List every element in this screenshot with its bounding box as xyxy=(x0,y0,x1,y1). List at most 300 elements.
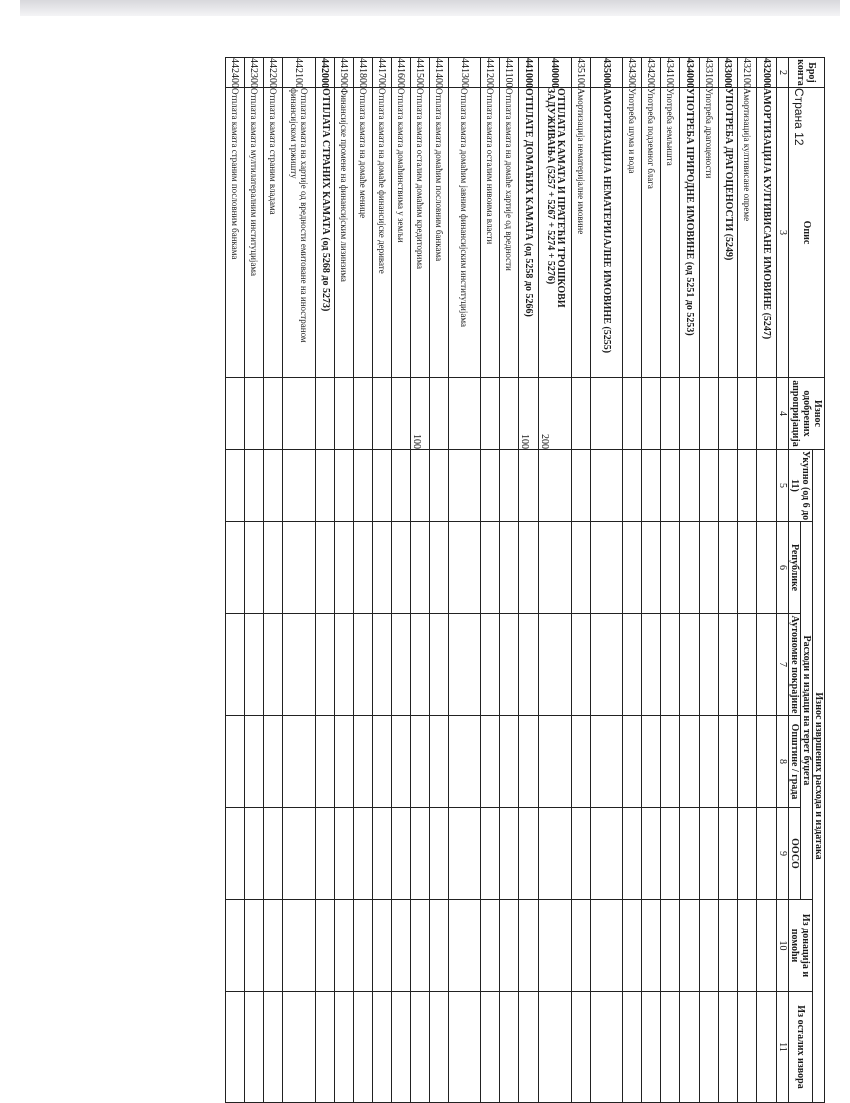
table-row xyxy=(481,58,500,1103)
approved-amount xyxy=(738,378,757,450)
amount-cell xyxy=(373,450,392,522)
amount-cell xyxy=(316,614,335,716)
column-number: 8 xyxy=(777,716,789,808)
amount-cell xyxy=(539,992,572,1103)
approved-amount xyxy=(226,378,245,450)
amount-cell xyxy=(591,992,623,1103)
column-number: 7 xyxy=(777,614,789,716)
amount-cell xyxy=(411,450,430,522)
account-description: Отплата камата домаћинствима у земљи xyxy=(392,88,411,378)
amount-cell xyxy=(335,614,354,716)
amount-cell xyxy=(757,450,777,522)
table-row xyxy=(623,58,642,1103)
amount-cell xyxy=(226,808,245,900)
amount-cell xyxy=(430,450,449,522)
amount-cell xyxy=(226,450,245,522)
table-row xyxy=(539,58,572,1103)
amount-cell xyxy=(283,716,316,808)
table-row xyxy=(430,58,449,1103)
amount-cell xyxy=(283,992,316,1103)
amount-cell xyxy=(245,522,264,614)
approved-amount xyxy=(245,378,264,450)
approved-amount xyxy=(623,378,642,450)
amount-cell xyxy=(392,614,411,716)
amount-cell xyxy=(354,992,373,1103)
account-code: 434200 xyxy=(642,58,661,88)
amount-cell xyxy=(700,900,719,992)
amount-cell xyxy=(500,614,519,716)
account-code: 441100 xyxy=(500,58,519,88)
account-code: 432000 xyxy=(757,58,777,88)
amount-cell xyxy=(411,614,430,716)
account-description: ОТПЛАТА СТРАНИХ КАМАТА (од 5268 до 5273) xyxy=(316,88,335,378)
column-number: 10 xyxy=(777,900,789,992)
amount-cell xyxy=(642,808,661,900)
table-row xyxy=(591,58,623,1103)
amount-cell xyxy=(335,522,354,614)
column-number: 6 xyxy=(777,522,789,614)
account-code: 442200 xyxy=(264,58,283,88)
amount-cell xyxy=(411,900,430,992)
account-code: 434300 xyxy=(623,58,642,88)
account-description: Отплата камата домаћим јавним финансијским институцијама xyxy=(449,88,481,378)
table-row xyxy=(757,58,777,1103)
approved-amount xyxy=(719,378,738,450)
amount-cell xyxy=(226,900,245,992)
amount-cell xyxy=(642,992,661,1103)
approved-amount xyxy=(757,378,777,450)
amount-cell xyxy=(661,614,680,716)
amount-cell xyxy=(500,522,519,614)
amount-cell xyxy=(591,450,623,522)
amount-cell xyxy=(700,522,719,614)
header-donations: Из донација и помоћи xyxy=(789,900,813,992)
amount-cell xyxy=(411,522,430,614)
amount-cell xyxy=(335,992,354,1103)
amount-cell xyxy=(481,992,500,1103)
amount-cell xyxy=(572,450,591,522)
amount-cell xyxy=(354,450,373,522)
amount-cell xyxy=(519,614,539,716)
table-row xyxy=(392,58,411,1103)
amount-cell xyxy=(680,614,700,716)
table-row xyxy=(449,58,481,1103)
account-code: 441400 xyxy=(430,58,449,88)
amount-cell xyxy=(661,716,680,808)
amount-cell xyxy=(719,522,738,614)
amount-cell xyxy=(373,808,392,900)
account-code: 434000 xyxy=(680,58,700,88)
amount-cell xyxy=(757,716,777,808)
account-code: 441000 xyxy=(519,58,539,88)
account-description: Финансијске промене на финансијским лизинзима xyxy=(335,88,354,378)
amount-cell xyxy=(245,716,264,808)
approved-amount xyxy=(264,378,283,450)
account-code: 435100 xyxy=(572,58,591,88)
column-number: 9 xyxy=(777,808,789,900)
account-description: Употреба земљишта xyxy=(661,88,680,378)
amount-cell xyxy=(392,808,411,900)
amount-cell xyxy=(757,614,777,716)
amount-cell xyxy=(623,900,642,992)
account-description: Отплата камата на хартије од вредности емитоване на иностраном финансијском тржишту xyxy=(283,88,316,378)
amount-cell xyxy=(449,992,481,1103)
approved-amount xyxy=(572,378,591,450)
amount-cell xyxy=(335,716,354,808)
account-code: 432100 xyxy=(738,58,757,88)
amount-cell xyxy=(700,992,719,1103)
amount-cell xyxy=(738,808,757,900)
amount-cell xyxy=(335,450,354,522)
amount-cell xyxy=(572,900,591,992)
amount-cell xyxy=(519,900,539,992)
table-row xyxy=(335,58,354,1103)
amount-cell xyxy=(500,716,519,808)
approved-amount xyxy=(373,378,392,450)
amount-cell xyxy=(623,808,642,900)
amount-cell xyxy=(481,900,500,992)
account-description: Отплата камата страним пословним банкама xyxy=(226,88,245,378)
amount-cell xyxy=(264,450,283,522)
amount-cell xyxy=(354,900,373,992)
amount-cell xyxy=(642,522,661,614)
amount-cell xyxy=(539,522,572,614)
amount-cell xyxy=(539,450,572,522)
amount-cell xyxy=(719,450,738,522)
amount-cell xyxy=(680,522,700,614)
approved-amount xyxy=(449,378,481,450)
header-account-no: Број конта xyxy=(789,58,825,88)
account-code: 441200 xyxy=(481,58,500,88)
table-row xyxy=(738,58,757,1103)
column-number: 5 xyxy=(777,450,789,522)
amount-cell xyxy=(411,808,430,900)
amount-cell xyxy=(642,450,661,522)
approved-amount xyxy=(481,378,500,450)
approved-amount: 200 xyxy=(539,378,572,450)
table-row xyxy=(572,58,591,1103)
amount-cell xyxy=(481,614,500,716)
table-row xyxy=(700,58,719,1103)
amount-cell xyxy=(519,450,539,522)
amount-cell xyxy=(623,450,642,522)
amount-cell xyxy=(392,716,411,808)
account-code: 442300 xyxy=(245,58,264,88)
amount-cell xyxy=(283,808,316,900)
table-row xyxy=(264,58,283,1103)
amount-cell xyxy=(757,522,777,614)
amount-cell xyxy=(245,450,264,522)
amount-cell xyxy=(680,900,700,992)
amount-cell xyxy=(316,522,335,614)
column-number: 2 xyxy=(777,58,789,88)
amount-cell xyxy=(591,716,623,808)
amount-cell xyxy=(316,716,335,808)
table-row xyxy=(500,58,519,1103)
account-code: 435000 xyxy=(591,58,623,88)
amount-cell xyxy=(661,992,680,1103)
amount-cell xyxy=(264,900,283,992)
amount-cell xyxy=(411,716,430,808)
amount-cell xyxy=(700,450,719,522)
amount-cell xyxy=(449,808,481,900)
amount-cell xyxy=(316,450,335,522)
amount-cell xyxy=(572,808,591,900)
amount-cell xyxy=(719,900,738,992)
approved-amount xyxy=(642,378,661,450)
amount-cell xyxy=(572,614,591,716)
account-code: 433000 xyxy=(719,58,738,88)
amount-cell xyxy=(700,716,719,808)
amount-cell xyxy=(591,522,623,614)
approved-amount xyxy=(430,378,449,450)
scan-shadow xyxy=(20,0,840,16)
account-description: УПОТРЕБА ПРИРОДНЕ ИМОВИНЕ (од 5251 до 5253) xyxy=(680,88,700,378)
table-row xyxy=(373,58,392,1103)
amount-cell xyxy=(591,808,623,900)
amount-cell xyxy=(449,450,481,522)
amount-cell xyxy=(392,992,411,1103)
approved-amount xyxy=(392,378,411,450)
amount-cell xyxy=(757,808,777,900)
approved-amount xyxy=(335,378,354,450)
account-code: 442100 xyxy=(283,58,316,88)
approved-amount xyxy=(700,378,719,450)
amount-cell xyxy=(335,808,354,900)
amount-cell xyxy=(354,614,373,716)
amount-cell xyxy=(354,522,373,614)
amount-cell xyxy=(591,614,623,716)
account-description: ОТПЛАТЕ ДОМАЋИХ КАМАТА (од 5258 до 5266) xyxy=(519,88,539,378)
amount-cell xyxy=(719,614,738,716)
amount-cell xyxy=(481,450,500,522)
amount-cell xyxy=(642,900,661,992)
amount-cell xyxy=(373,614,392,716)
amount-cell xyxy=(500,808,519,900)
amount-cell xyxy=(719,992,738,1103)
amount-cell xyxy=(500,450,519,522)
table-row xyxy=(354,58,373,1103)
account-code: 440000 xyxy=(539,58,572,88)
amount-cell xyxy=(283,614,316,716)
account-description: Употреба подземног блага xyxy=(642,88,661,378)
amount-cell xyxy=(430,716,449,808)
account-description: УПОТРЕБА ДРАГОЦЕНОСТИ (5249) xyxy=(719,88,738,378)
amount-cell xyxy=(719,808,738,900)
amount-cell xyxy=(449,716,481,808)
account-code: 441500 xyxy=(411,58,430,88)
account-description: АМОРТИЗАЦИЈА НЕМАТЕРИЈАЛНЕ ИМОВИНЕ (5255) xyxy=(591,88,623,378)
amount-cell xyxy=(245,992,264,1103)
amount-cell xyxy=(245,900,264,992)
header-province: Аутономне покрајине xyxy=(789,614,801,716)
amount-cell xyxy=(680,992,700,1103)
table-row xyxy=(661,58,680,1103)
column-number: 4 xyxy=(777,378,789,450)
header-municipality: Општине / града xyxy=(789,716,801,808)
amount-cell xyxy=(623,614,642,716)
amount-cell xyxy=(449,522,481,614)
table-row xyxy=(245,58,264,1103)
table-row xyxy=(316,58,335,1103)
account-code: 441800 xyxy=(354,58,373,88)
amount-cell xyxy=(719,716,738,808)
table-row xyxy=(519,58,539,1103)
approved-amount xyxy=(500,378,519,450)
account-description: Отплата камата мултилатералним институцијама xyxy=(245,88,264,378)
account-description: Отплата камата на домаће финансијске деривате xyxy=(373,88,392,378)
amount-cell xyxy=(481,716,500,808)
table-row xyxy=(411,58,430,1103)
header-approved: Износ одобрених апропријација xyxy=(789,378,825,450)
amount-cell xyxy=(245,808,264,900)
account-description: ОТПЛАТА КАМАТА И ПРАТЕЋИ ТРОШКОВИ ЗАДУЖИВАЊА (5257 + 5267 + 5274 + 5276) xyxy=(539,88,572,378)
account-description: Отплата камата страним владама xyxy=(264,88,283,378)
amount-cell xyxy=(642,614,661,716)
account-description: Амортизација култивисане опреме xyxy=(738,88,757,378)
amount-cell xyxy=(316,992,335,1103)
amount-cell xyxy=(430,808,449,900)
amount-cell xyxy=(661,900,680,992)
amount-cell xyxy=(700,614,719,716)
amount-cell xyxy=(373,716,392,808)
header-other-sources: Из осталих извора xyxy=(789,992,813,1103)
amount-cell xyxy=(283,450,316,522)
amount-cell xyxy=(264,614,283,716)
account-code: 441900 xyxy=(335,58,354,88)
amount-cell xyxy=(245,614,264,716)
header-total: Укупно (од 6 до 11) xyxy=(789,450,812,521)
account-code: 441600 xyxy=(392,58,411,88)
amount-cell xyxy=(519,992,539,1103)
approved-amount xyxy=(661,378,680,450)
table-row xyxy=(719,58,738,1103)
approved-amount: 100 xyxy=(519,378,539,450)
table-row xyxy=(680,58,700,1103)
account-description: Отплата камата на домаће хартије од вредности xyxy=(500,88,519,378)
amount-cell xyxy=(700,808,719,900)
header-republic: Републике xyxy=(789,522,801,614)
table-row xyxy=(642,58,661,1103)
amount-cell xyxy=(539,614,572,716)
amount-cell xyxy=(392,900,411,992)
amount-cell xyxy=(591,900,623,992)
amount-cell xyxy=(757,992,777,1103)
approved-amount xyxy=(283,378,316,450)
amount-cell xyxy=(623,716,642,808)
amount-cell xyxy=(757,900,777,992)
approved-amount xyxy=(316,378,335,450)
amount-cell xyxy=(572,522,591,614)
amount-cell xyxy=(373,992,392,1103)
amount-cell xyxy=(738,716,757,808)
approved-amount xyxy=(354,378,373,450)
amount-cell xyxy=(680,808,700,900)
financial-table xyxy=(225,57,825,1103)
amount-cell xyxy=(449,614,481,716)
account-code: 442400 xyxy=(226,58,245,88)
amount-cell xyxy=(283,900,316,992)
account-description: Отплата камата осталим домаћим кредиторима xyxy=(411,88,430,378)
amount-cell xyxy=(519,522,539,614)
amount-cell xyxy=(642,716,661,808)
amount-cell xyxy=(430,614,449,716)
amount-cell xyxy=(226,716,245,808)
amount-cell xyxy=(738,450,757,522)
amount-cell xyxy=(392,450,411,522)
amount-cell xyxy=(226,614,245,716)
amount-cell xyxy=(680,450,700,522)
amount-cell xyxy=(392,522,411,614)
amount-cell xyxy=(481,522,500,614)
amount-cell xyxy=(316,808,335,900)
table-row xyxy=(283,58,316,1103)
amount-cell xyxy=(449,900,481,992)
account-description: Употреба драгоцености xyxy=(700,88,719,378)
column-number: 3 xyxy=(777,88,789,378)
account-code: 433100 xyxy=(700,58,719,88)
amount-cell xyxy=(264,992,283,1103)
amount-cell xyxy=(226,522,245,614)
amount-cell xyxy=(430,522,449,614)
amount-cell xyxy=(623,992,642,1103)
amount-cell xyxy=(481,808,500,900)
header-executed-group: Износ извршених расхода и издатака xyxy=(813,450,825,1103)
amount-cell xyxy=(264,808,283,900)
amount-cell xyxy=(519,808,539,900)
column-number: 11 xyxy=(777,992,789,1103)
table-body xyxy=(226,58,777,1103)
amount-cell xyxy=(411,992,430,1103)
amount-cell xyxy=(519,716,539,808)
header-description: Опис xyxy=(789,88,825,378)
rotated-table-wrapper xyxy=(225,57,825,1103)
amount-cell xyxy=(572,716,591,808)
amount-cell xyxy=(316,900,335,992)
account-code: 442000 xyxy=(316,58,335,88)
amount-cell xyxy=(738,522,757,614)
amount-cell xyxy=(680,716,700,808)
account-description: Отплата камата домаћим пословним банкама xyxy=(430,88,449,378)
amount-cell xyxy=(264,522,283,614)
header-budget-group: Расходи и издаци на терет буџета xyxy=(801,522,813,900)
amount-cell xyxy=(623,522,642,614)
amount-cell xyxy=(500,900,519,992)
amount-cell xyxy=(430,992,449,1103)
amount-cell xyxy=(226,992,245,1103)
account-code: 441700 xyxy=(373,58,392,88)
amount-cell xyxy=(661,450,680,522)
amount-cell xyxy=(539,808,572,900)
approved-amount xyxy=(680,378,700,450)
amount-cell xyxy=(539,716,572,808)
amount-cell xyxy=(373,522,392,614)
amount-cell xyxy=(283,522,316,614)
amount-cell xyxy=(738,992,757,1103)
account-description: Отплата камата осталим нивоима власти xyxy=(481,88,500,378)
account-description: Отплата камата на домаће менице xyxy=(354,88,373,378)
table-row xyxy=(226,58,245,1103)
amount-cell xyxy=(572,992,591,1103)
account-description: АМОРТИЗАЦИЈА КУЛТИВИСАНЕ ИМОВИНЕ (5247) xyxy=(757,88,777,378)
amount-cell xyxy=(373,900,392,992)
account-code: 434100 xyxy=(661,58,680,88)
amount-cell xyxy=(264,716,283,808)
amount-cell xyxy=(354,808,373,900)
column-number-row xyxy=(777,58,789,1103)
amount-cell xyxy=(738,614,757,716)
amount-cell xyxy=(539,900,572,992)
